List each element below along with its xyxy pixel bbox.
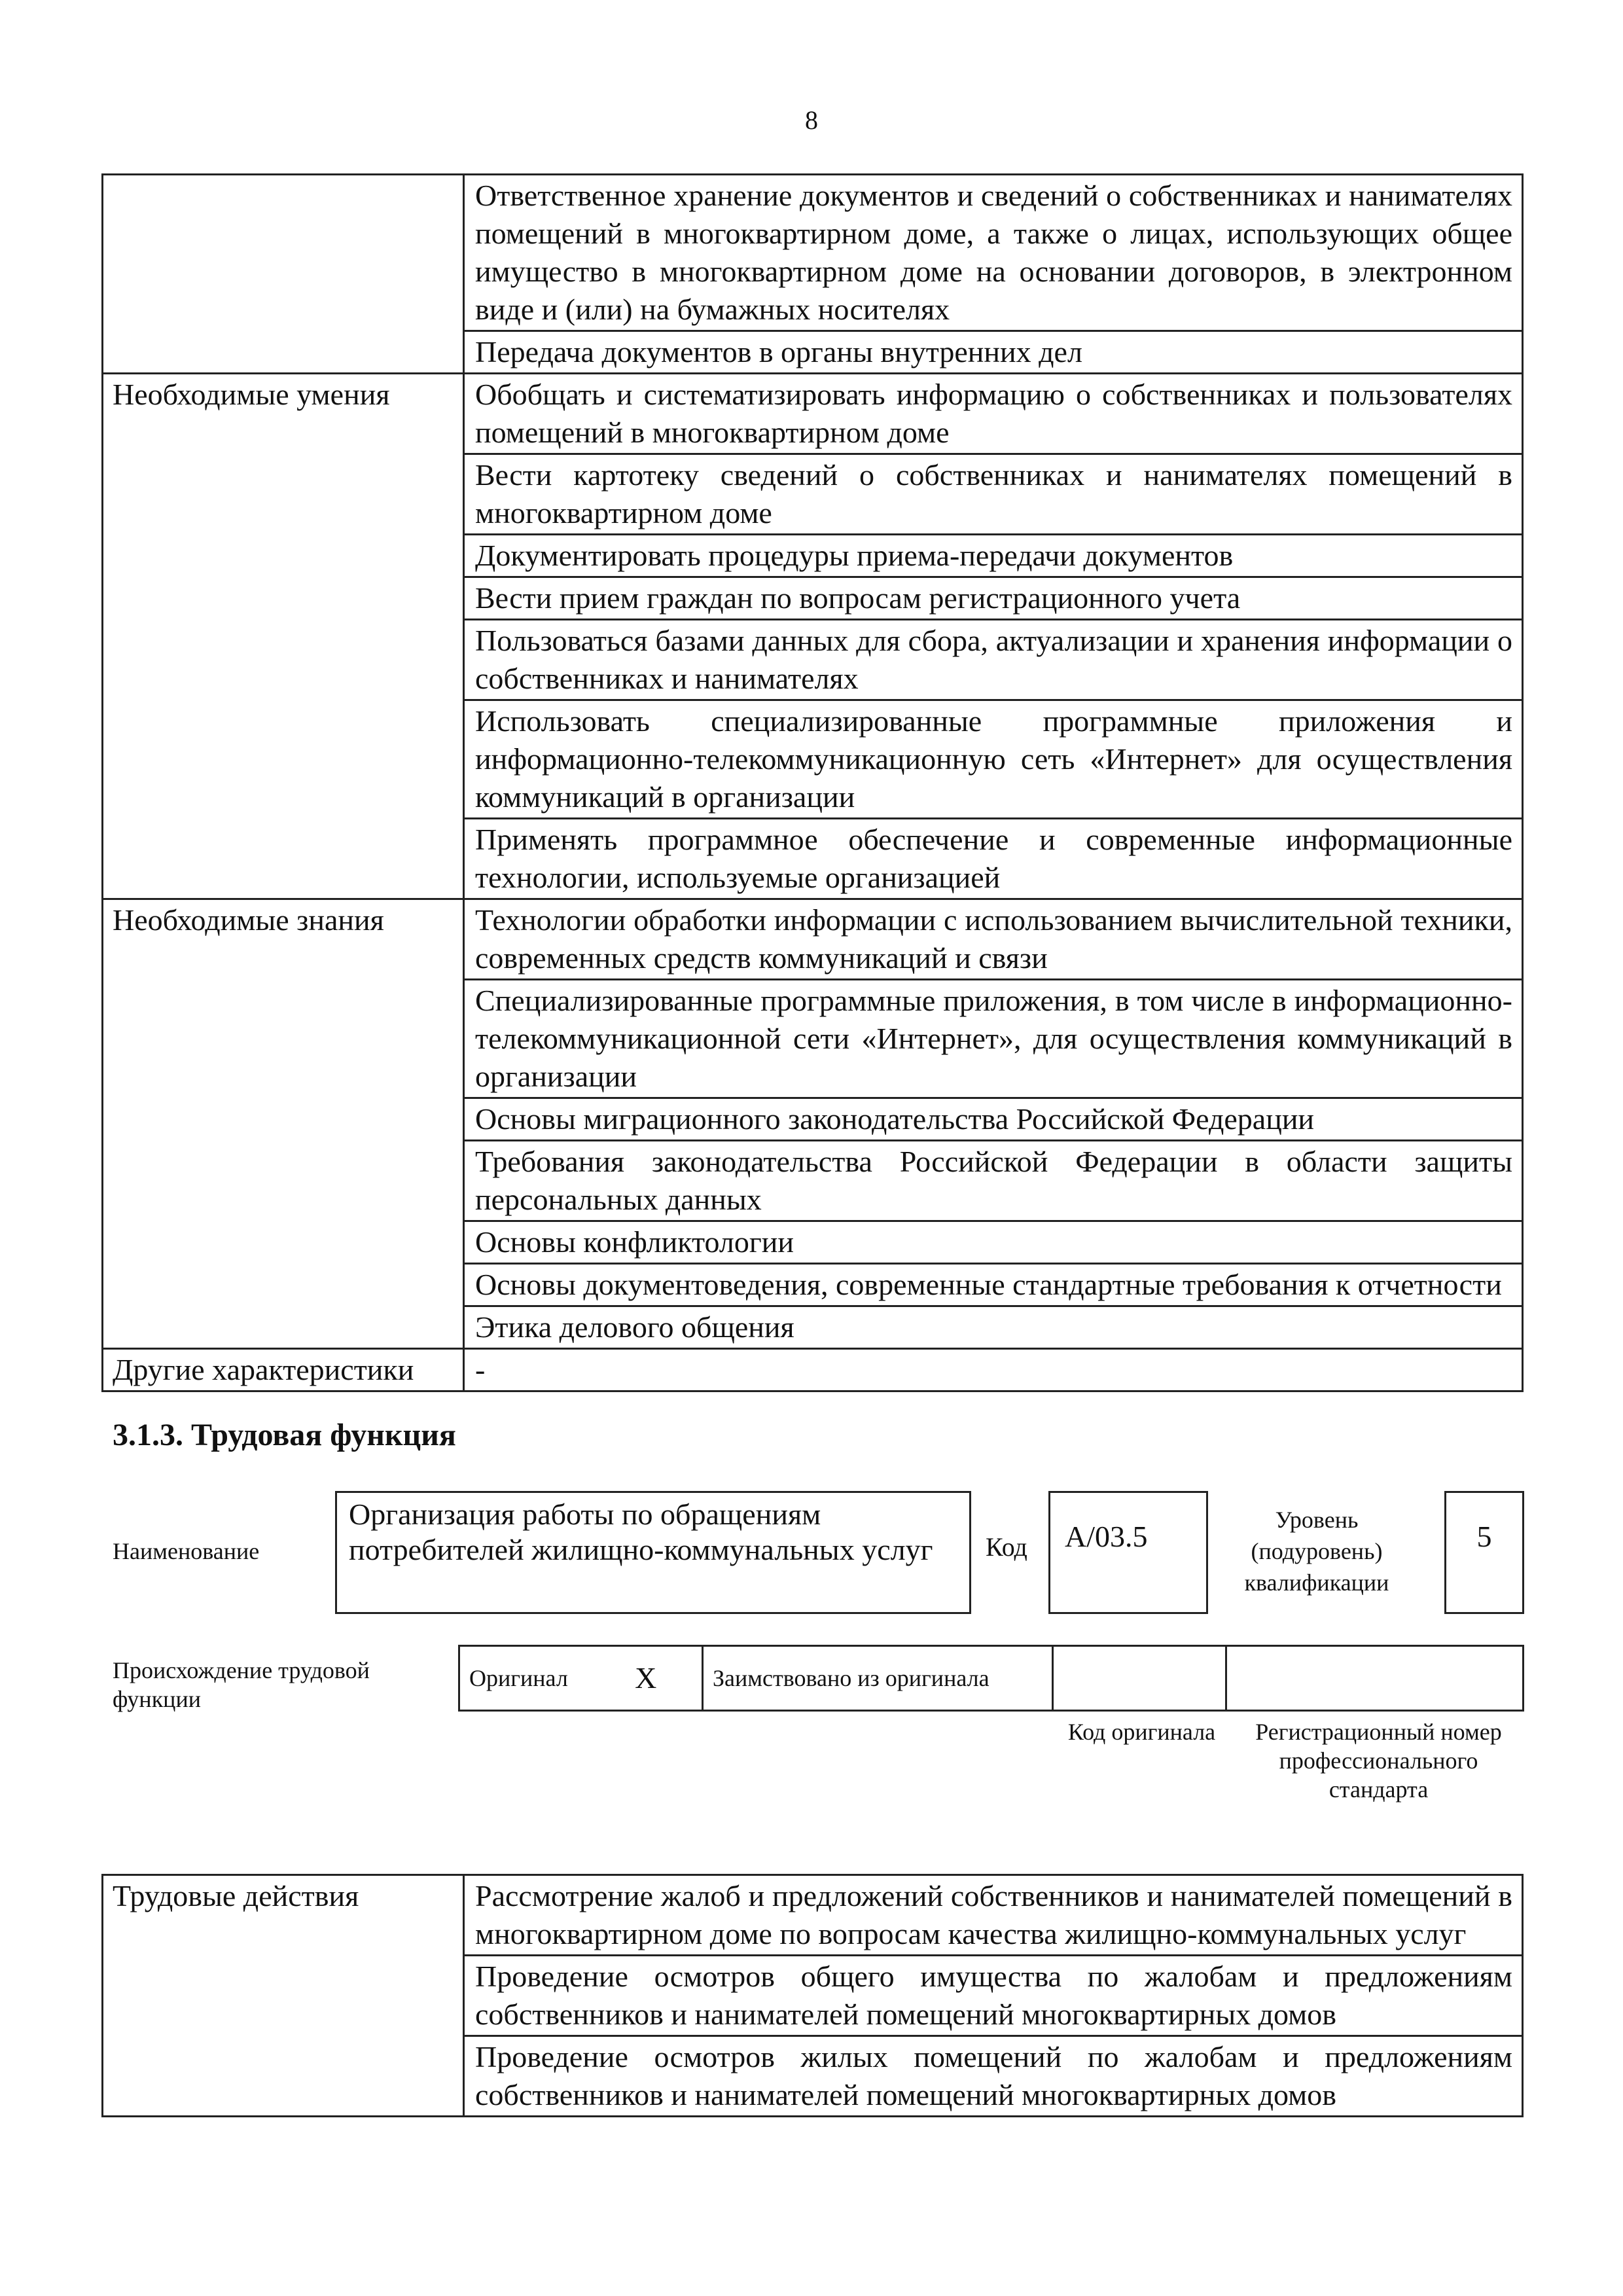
original-mark: X [590, 1646, 703, 1711]
borrowed-label: Заимствовано из оригинала [703, 1646, 1053, 1711]
table-cell: Проведение осмотров общего имущества по жалобам и предложениям собственников и нанимателей помещений многоквартирных домов [464, 1956, 1523, 2036]
table-cell: Использовать специализированные программные приложения и информационно-телекоммуникационную сеть «Интернет» для осуществления коммуникаций в организации [464, 700, 1523, 819]
table-cell: Рассмотрение жалоб и предложений собственников и нанимателей помещений в многоквартирном доме по вопросам качества жилищно-коммунальных услуг [464, 1875, 1523, 1956]
reg-number-label: Регистрационный номер профессионального стандарта [1255, 1719, 1502, 1803]
level-value-box: 5 [1444, 1491, 1524, 1614]
table-cell: Технологии обработки информации с использованием вычислительной техники, современных средств коммуникаций и связи [464, 899, 1523, 980]
origin-label: Происхождение трудовой функции [113, 1657, 370, 1712]
table-cell: Основы конфликтологии [464, 1221, 1523, 1264]
row-label-skills: Необходимые умения [103, 374, 464, 899]
labor-actions-table [101, 1874, 1524, 2117]
table-cell: Требования законодательства Российской Федерации в области защиты персональных данных [464, 1141, 1523, 1221]
requirements-table [101, 173, 1524, 1392]
reg-number-cell [1226, 1646, 1524, 1711]
section-heading: 3.1.3. Трудовая функция [113, 1418, 456, 1452]
row-label-other: Другие характеристики [103, 1349, 464, 1391]
table-cell: Обобщать и систематизировать информацию о собственниках и пользователях помещений в многоквартирном доме [464, 374, 1523, 454]
code-label: Код [986, 1532, 1027, 1562]
code-original-label: Код оригинала [1067, 1719, 1216, 1745]
row-label [103, 175, 464, 374]
table-row [103, 374, 1523, 454]
table-row [103, 1349, 1523, 1391]
table-row [103, 1875, 1523, 1956]
table-cell: Документировать процедуры приема-передачи документов [464, 535, 1523, 577]
level-label: Уровень (подуровень) квалификации [1244, 1507, 1389, 1596]
table-cell: Применять программное обеспечение и современные информационные технологии, используемые организацией [464, 819, 1523, 899]
table-cell: Проведение осмотров жилых помещений по жалобам и предложениям собственников и нанимателей помещений многоквартирных домов [464, 2036, 1523, 2117]
table-row [103, 175, 1523, 331]
row-label-actions: Трудовые действия [103, 1875, 464, 2117]
row-label-knowledge: Необходимые знания [103, 899, 464, 1349]
table-cell: Специализированные программные приложения, в том числе в информационно-телекоммуникационной сети «Интернет», для осуществления коммуникаций в организации [464, 980, 1523, 1098]
table-cell: Основы миграционного законодательства Российской Федерации [464, 1098, 1523, 1141]
table-cell: Передача документов в органы внутренних дел [464, 331, 1523, 374]
table-cell: - [464, 1349, 1523, 1391]
code-value-box: A/03.5 [1048, 1491, 1208, 1614]
code-original-cell [1053, 1646, 1226, 1711]
table-row [103, 899, 1523, 980]
table-row [459, 1646, 1524, 1711]
function-name-box: Организация работы по обращениям потребителей жилищно-коммунальных услуг [335, 1491, 971, 1614]
table-cell: Основы документоведения, современные стандартные требования к отчетности [464, 1264, 1523, 1306]
table-cell: Вести прием граждан по вопросам регистрационного учета [464, 577, 1523, 620]
table-cell: Ответственное хранение документов и сведений о собственниках и нанимателях помещений в многоквартирном доме, а также о лицах, использующих общее имущество в многоквартирном доме на основании договоров, в электронном виде и (или) на бумажных носителях [464, 175, 1523, 331]
table-cell: Этика делового общения [464, 1306, 1523, 1349]
table-cell: Пользоваться базами данных для сбора, актуализации и хранения информации о собственниках и нанимателях [464, 620, 1523, 700]
table-cell: Вести картотеку сведений о собственниках и нанимателях помещений в многоквартирном доме [464, 454, 1523, 535]
name-label: Наименование [113, 1538, 260, 1564]
original-label: Оригинал [459, 1646, 590, 1711]
origin-table [458, 1645, 1524, 1712]
page-number: 8 [805, 105, 818, 135]
